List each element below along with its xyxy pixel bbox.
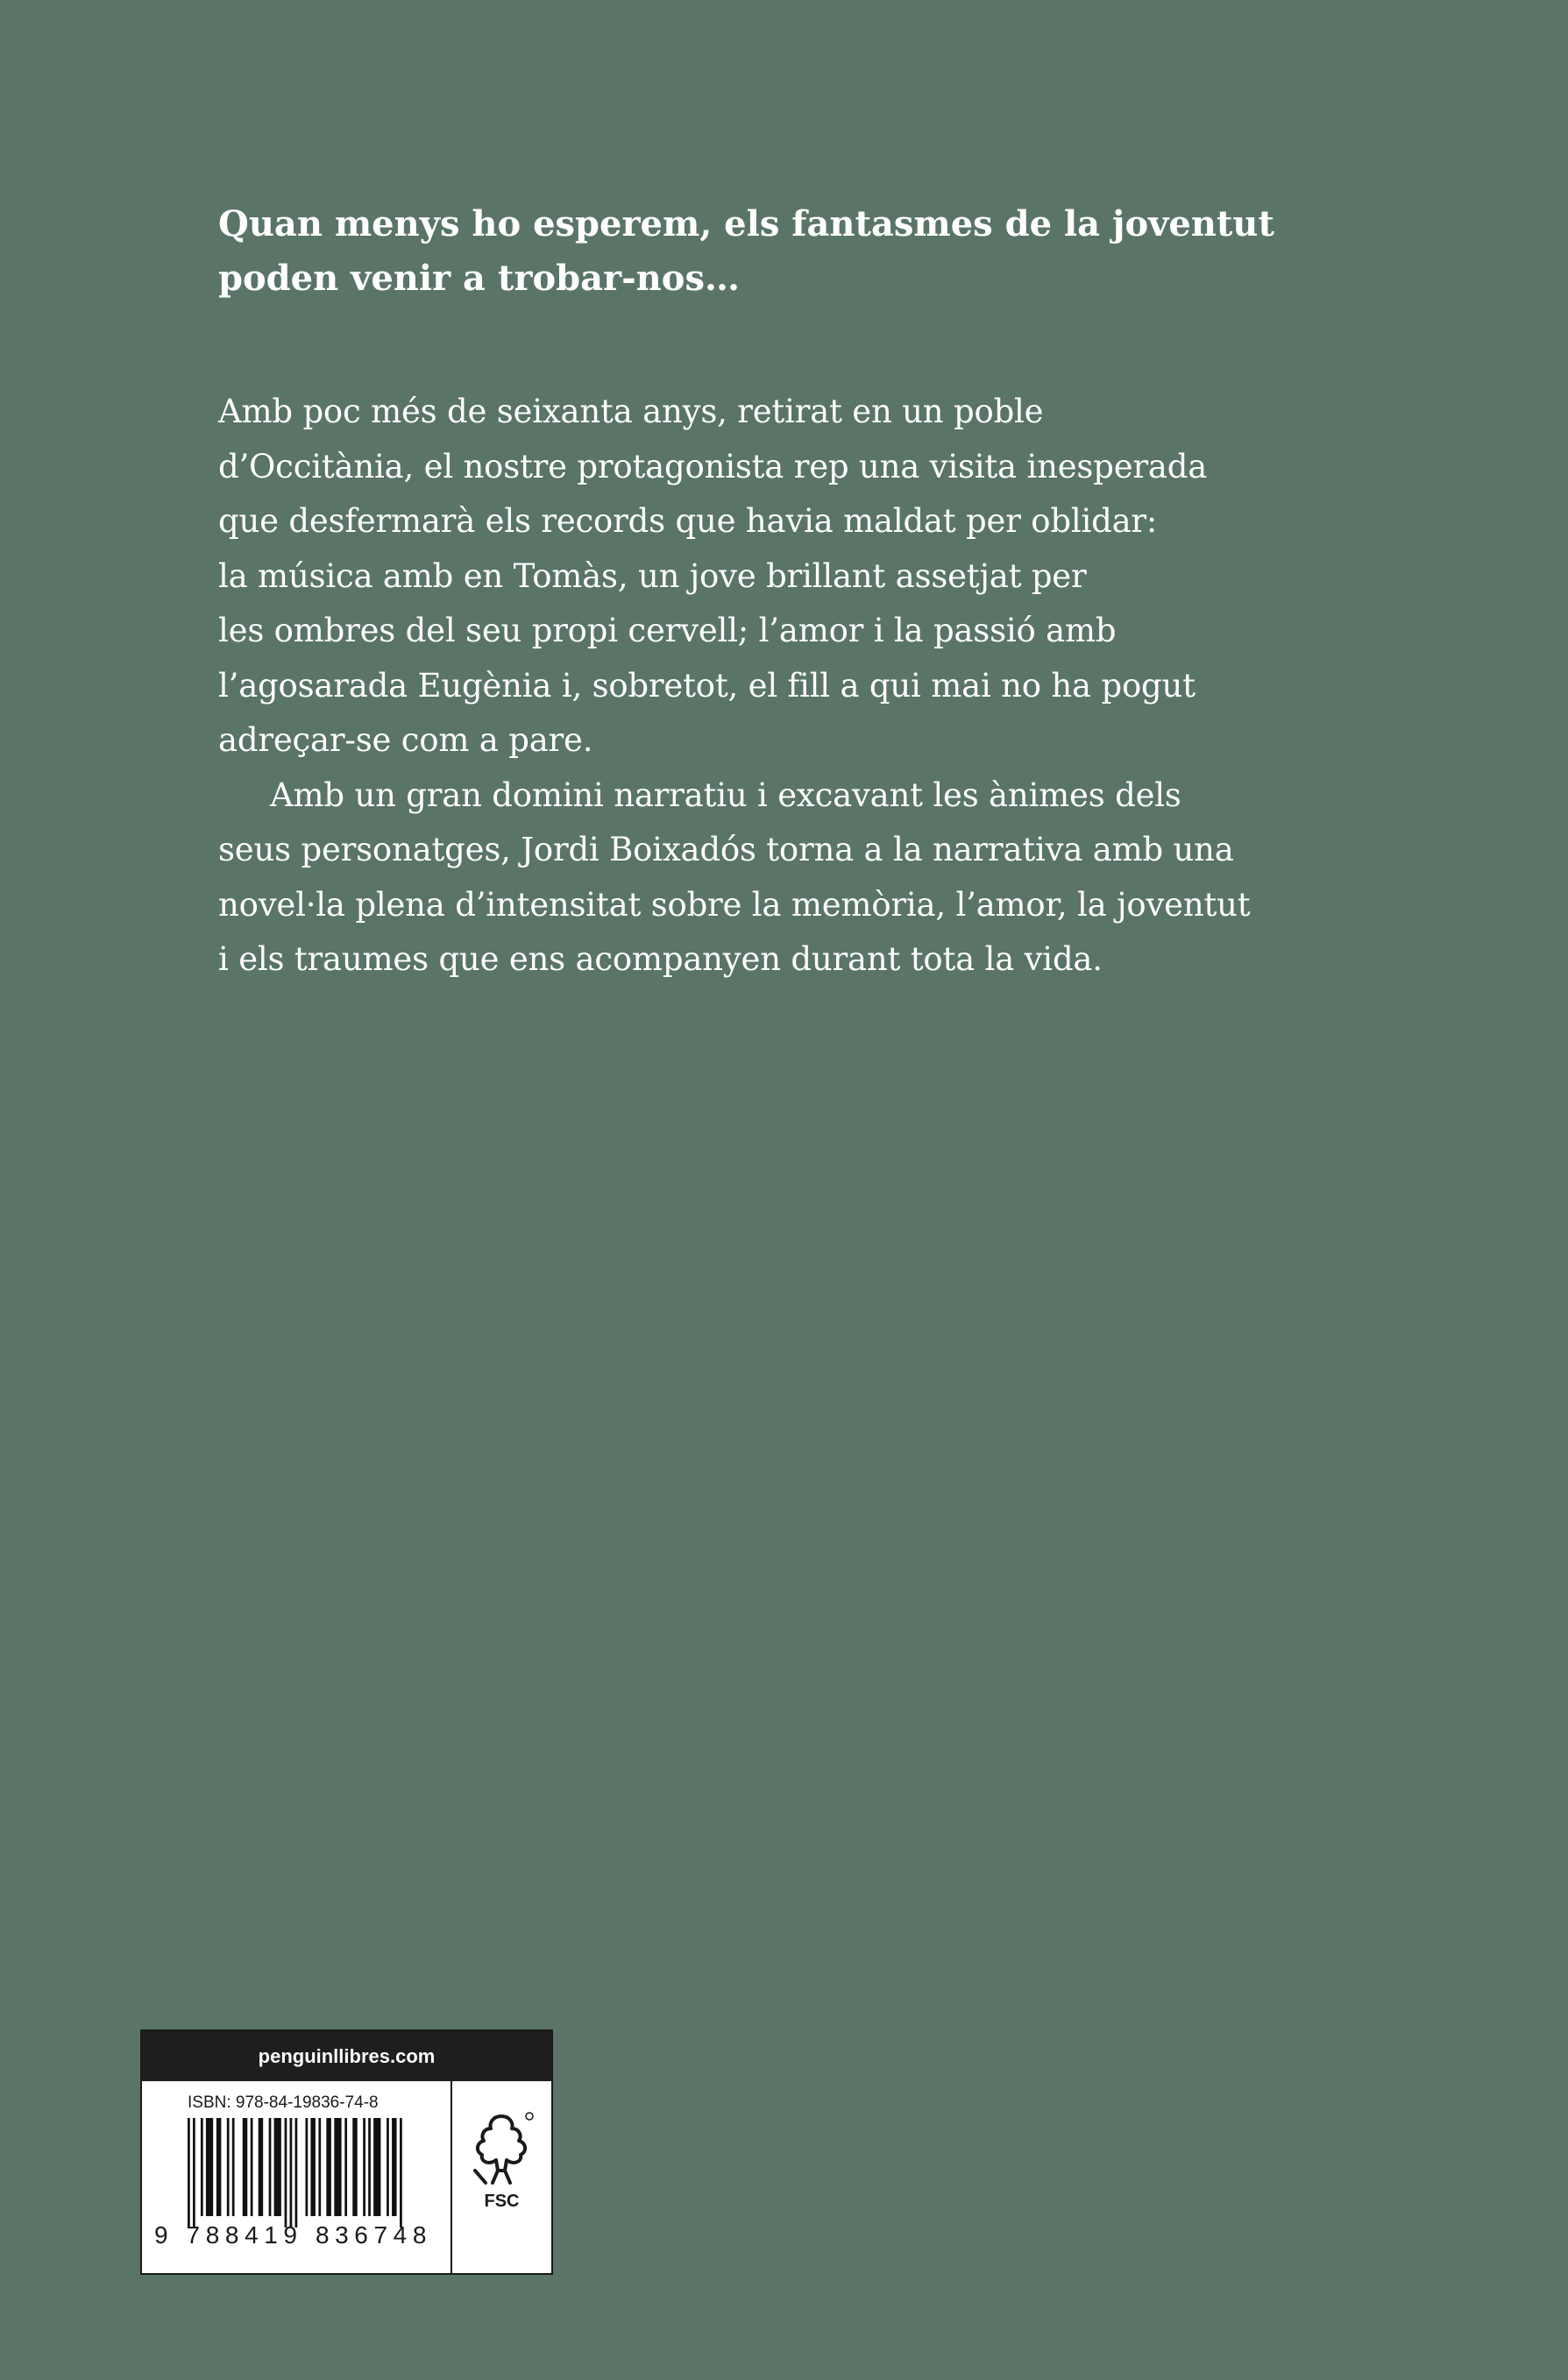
barcode-bar [243, 2118, 248, 2216]
barcode-area [142, 2081, 452, 2273]
barcode [188, 2118, 405, 2228]
barcode-bar [216, 2118, 222, 2216]
barcode-bar [363, 2118, 365, 2216]
barcode-bar [344, 2118, 347, 2216]
barcode-bar [206, 2118, 213, 2216]
barcode-bar [290, 2118, 293, 2228]
fsc-area [452, 2081, 551, 2273]
synopsis-line: novel·la plena d’intensitat sobre la memòria, l’amor, la joventut [218, 885, 1251, 924]
synopsis [218, 385, 1375, 988]
isbn-label: ISBN: 978-84-19836-74-8 [188, 2093, 379, 2112]
barcode-bar [318, 2118, 321, 2216]
synopsis-line: i els traumes que ens acompanyen durant tota la vida. [218, 940, 1103, 978]
barcode-bar [373, 2118, 380, 2216]
barcode-bar [227, 2118, 230, 2216]
barcode-bar [310, 2118, 316, 2216]
tagline-line: poden venir a trobar-nos… [218, 258, 740, 299]
barcode-bar [295, 2118, 298, 2228]
tagline [218, 197, 1375, 306]
barcode-bar [352, 2118, 358, 2216]
barcode-bar [188, 2118, 190, 2228]
barcode-bar [274, 2118, 281, 2216]
barcode-bar [232, 2118, 235, 2216]
synopsis-line: adreçar-se com a pare. [218, 721, 593, 759]
synopsis-line: d’Occitània, el nostre protagonista rep una visita inesperada [218, 447, 1208, 485]
synopsis-line: seus personatges, Jordi Boixadós torna a la narrativa amb una [218, 831, 1234, 868]
ean-digits: 9 788419 836748 [154, 2221, 432, 2249]
tagline-line: Quan menys ho esperem, els fantasmes de la joventut [218, 203, 1274, 244]
fsc-label: FSC [484, 2192, 520, 2211]
synopsis-line: Amb poc més de seixanta anys, retirat en un poble [218, 393, 1044, 430]
barcode-body [142, 2081, 551, 2273]
synopsis-paragraph-2 [218, 769, 1375, 988]
barcode-block [140, 2029, 553, 2275]
barcode-bar [334, 2118, 341, 2216]
barcode-bar [392, 2118, 397, 2216]
barcode-bar [201, 2118, 203, 2216]
barcode-bar [259, 2118, 264, 2216]
barcode-bar [285, 2118, 287, 2228]
synopsis-line: Amb un gran domini narratiu i excavant les ànimes dels [270, 776, 1181, 814]
barcode-bar [251, 2118, 253, 2216]
publisher-website: penguinllibres.com [142, 2031, 551, 2081]
barcode-bar [193, 2118, 195, 2228]
synopsis-line: que desfermarà els records que havia maldat per oblidar: [218, 502, 1158, 540]
fsc-tree-logo-icon [466, 2109, 536, 2188]
barcode-bar [368, 2118, 371, 2216]
barcode-bar [326, 2118, 331, 2216]
barcode-bar [387, 2118, 389, 2216]
synopsis-line: l’agosarada Eugènia i, sobretot, el fill a qui mai no ha pogut [218, 666, 1196, 705]
barcode-bar [400, 2118, 402, 2228]
synopsis-line: la música amb en Tomàs, un jove brillant assetjat per [218, 556, 1087, 595]
synopsis-line: les ombres del seu propi cervell; l’amor i la passió amb [218, 612, 1117, 649]
synopsis-paragraph-1 [218, 385, 1375, 769]
back-cover-text [218, 197, 1375, 988]
barcode-bar [305, 2118, 308, 2216]
barcode-bar [269, 2118, 272, 2216]
